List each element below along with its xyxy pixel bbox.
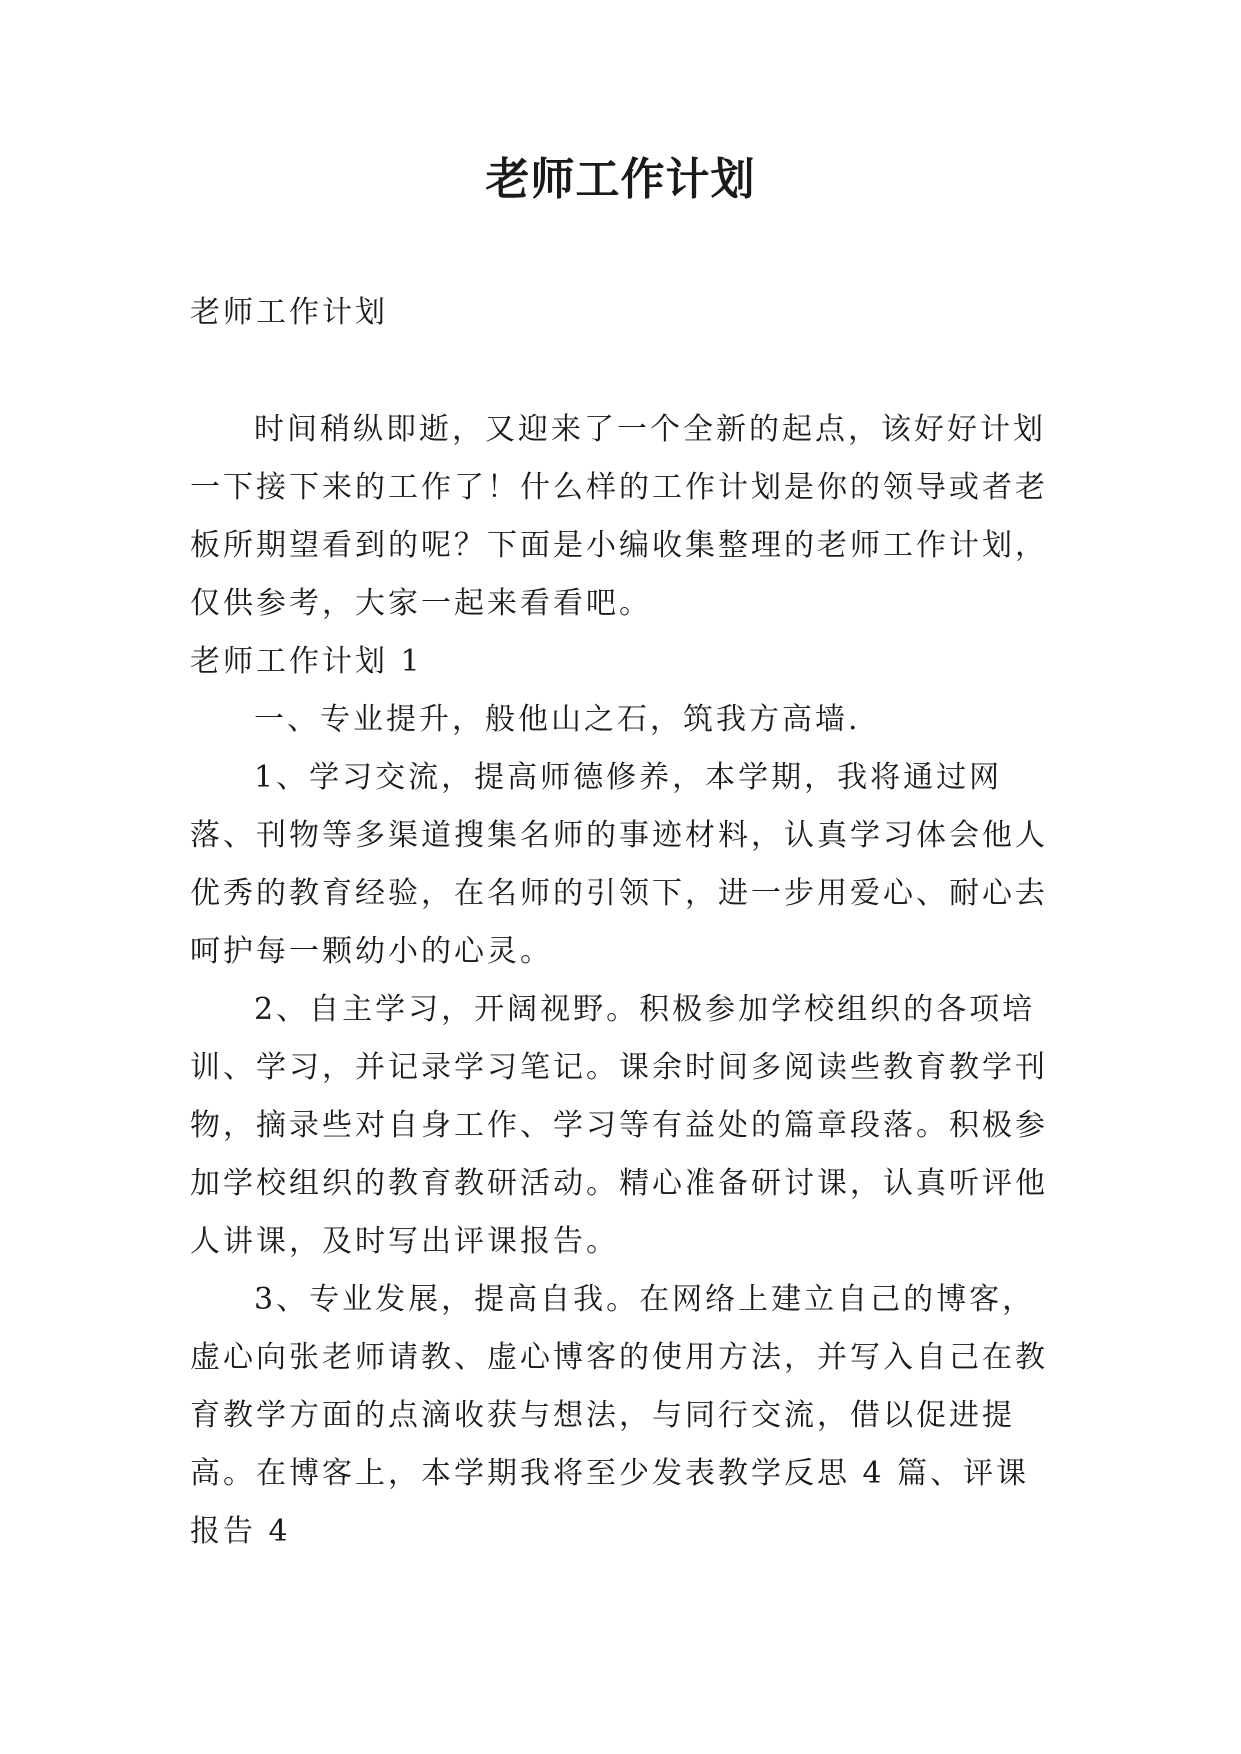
list-item: 2、自主学习，开阔视野。积极参加学校组织的各项培训、学习，并记录学习笔记。课余时间多阅读些教育教学刊物，摘录些对自身工作、学习等有益处的篇章段落。积极参加学校组织的教育教研活动。精心准备研讨课，认真听评他人讲课，及时写出评课报告。: [190, 992, 1048, 1259]
point-heading: 一、专业提升，般他山之石，筑我方高墙.: [254, 702, 861, 737]
section-heading: 老师工作计划 1: [190, 644, 423, 679]
document-subtitle: 老师工作计划: [190, 295, 388, 330]
document-body: [190, 285, 1060, 1561]
list-item: 1、学习交流，提高师德修养，本学期，我将通过网落、刊物等多渠道搜集名师的事迹材料，认真学习体会他人优秀的教育经验，在名师的引领下，进一步用爱心、耐心去呵护每一颗幼小的心灵。: [190, 760, 1048, 969]
list-item: 3、专业发展，提高自我。在网络上建立自己的博客，虚心向张老师请教、虚心博客的使用方法，并写入自己在教育教学方面的点滴收获与想法，与同行交流，借以促进提高。在博客上，本学期我将至少发表教学反思 4 篇、评课报告 4: [190, 1282, 1048, 1549]
intro-paragraph: 时间稍纵即逝，又迎来了一个全新的起点，该好好计划一下接下来的工作了！什么样的工作计划是你的领导或者老板所期望看到的呢？下面是小编收集整理的老师工作计划，仅供参考，大家一起来看看吧。: [190, 412, 1048, 621]
document-title: 老师工作计划: [485, 154, 756, 205]
